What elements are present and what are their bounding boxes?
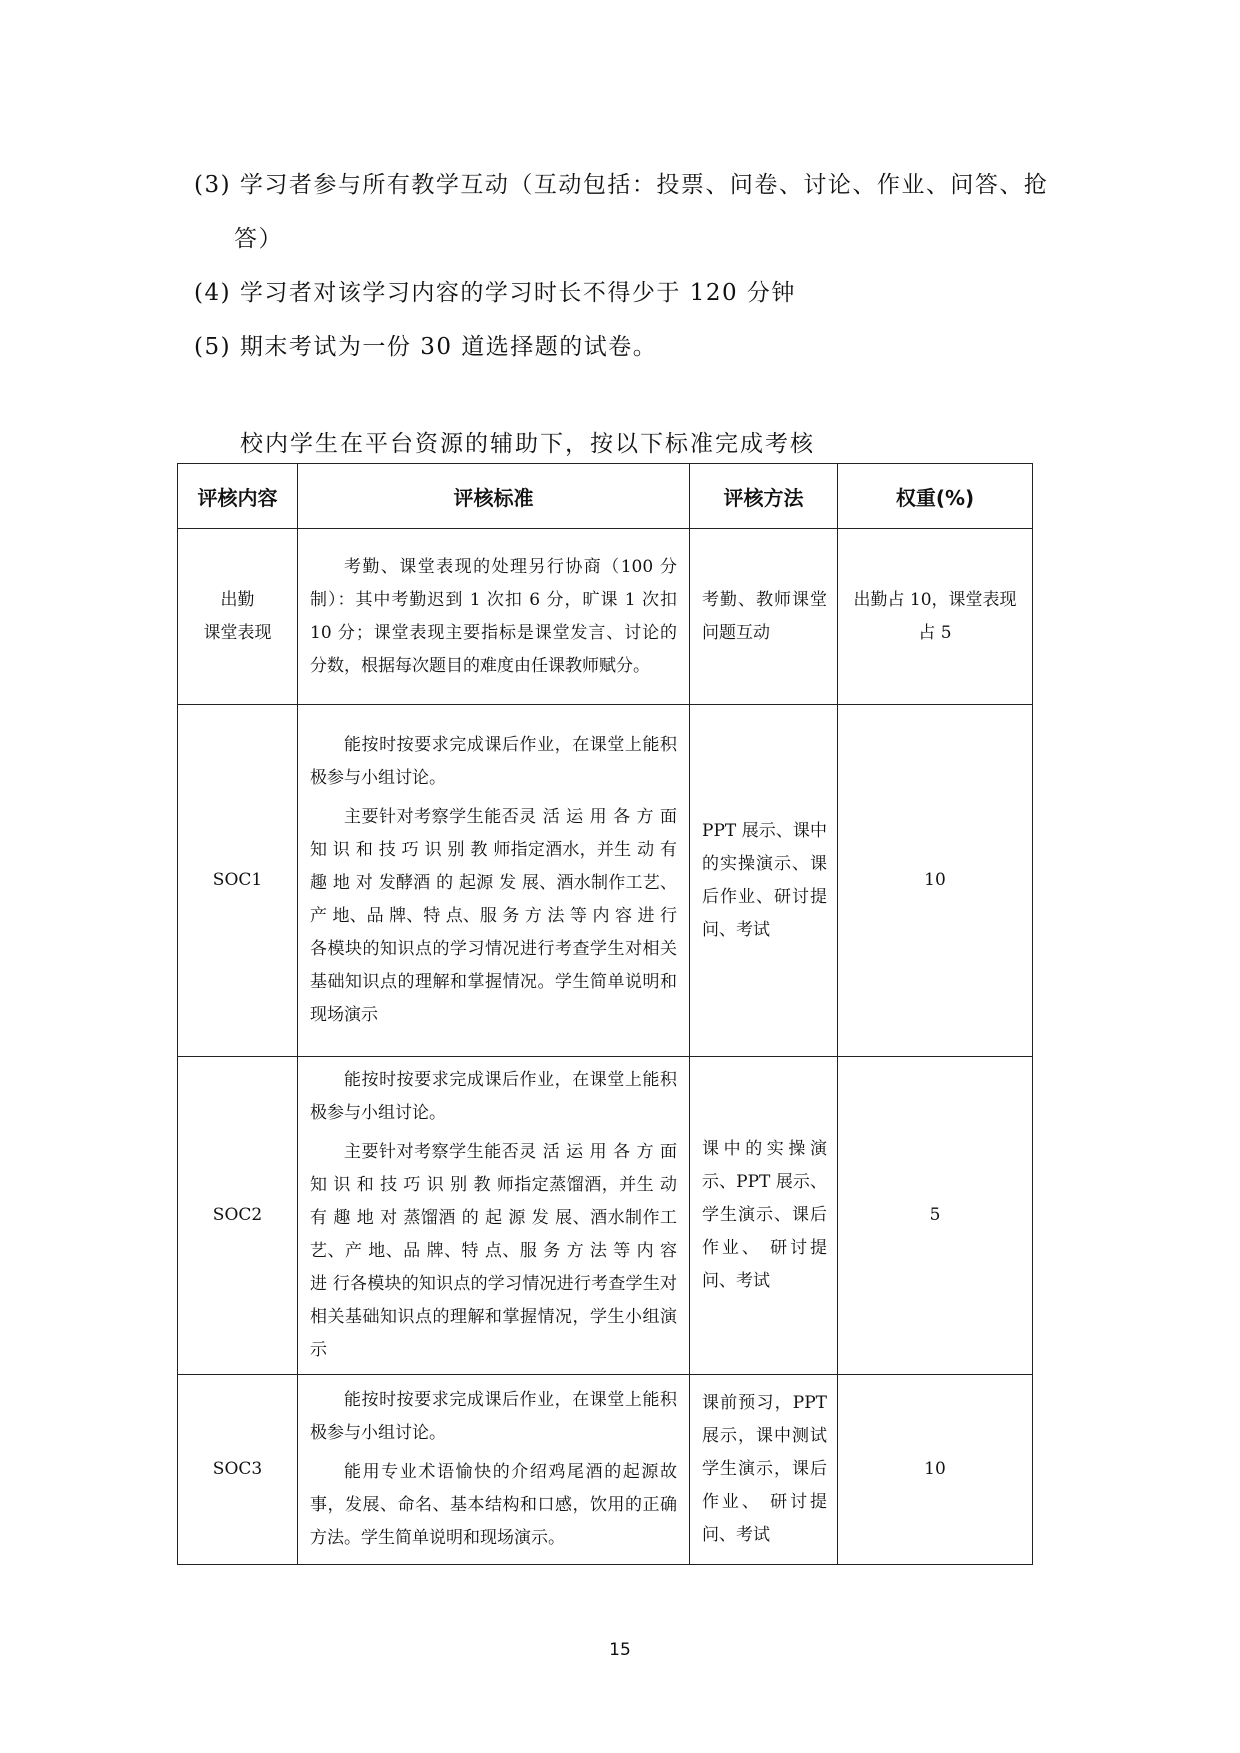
row-item bbox=[178, 529, 298, 705]
header-standard: 评核标准 bbox=[298, 464, 690, 529]
page-number: 15 bbox=[609, 1640, 631, 1660]
header-method: 评核方法 bbox=[690, 464, 838, 529]
table-caption: 校内学生在平台资源的辅助下，按以下标准完成考核 bbox=[240, 431, 815, 457]
standard-paragraph: 主要针对考察学生能否灵 活 运 用 各 方 面 知 识 和 技 巧 识 别 教 师指定蒸馏酒，并生 动 有 趣 地 对 蒸馏酒 的 起 源 发 展、酒水制作工艺、产 地、品 牌、特 点、服 务 方 法 等 内 容 进 行各模块的知识点的学习情况进行考查学生对相关基础知识点的理解和掌握情况，学生小组演示 bbox=[310, 1142, 677, 1360]
row-item: SOC3 bbox=[178, 1375, 298, 1565]
requirement-item bbox=[194, 320, 1074, 374]
requirement-item bbox=[194, 266, 1074, 320]
row-method: 课中的实操演示、PPT 展示、学生演示、课后作业、 研讨提问、考试 bbox=[690, 1057, 838, 1375]
row-item: SOC2 bbox=[178, 1057, 298, 1375]
row-method: PPT 展示、课中的实操演示、课后作业、研讨提问、考试 bbox=[690, 705, 838, 1057]
assessment-table bbox=[177, 463, 1033, 1565]
row-weight: 10 bbox=[838, 1375, 1033, 1565]
table-row bbox=[178, 1057, 1033, 1375]
row-standard bbox=[298, 705, 690, 1057]
standard-paragraph: 能用专业术语愉快的介绍鸡尾酒的起源故事，发展、命名、基本结构和口感，饮用的正确方法。学生简单说明和现场演示。 bbox=[310, 1462, 677, 1548]
row-item-line: 课堂表现 bbox=[203, 622, 272, 643]
row-standard bbox=[298, 1057, 690, 1375]
table-row bbox=[178, 705, 1033, 1057]
table-header-row bbox=[178, 464, 1033, 529]
standard-paragraph: 能按时按要求完成课后作业，在课堂上能积极参与小组讨论。 bbox=[310, 1390, 677, 1443]
row-weight: 出勤占 10，课堂表现占 5 bbox=[838, 529, 1033, 705]
header-weight: 权重(%) bbox=[838, 464, 1033, 529]
standard-paragraph: 能按时按要求完成课后作业，在课堂上能积极参与小组讨论。 bbox=[310, 735, 677, 788]
row-standard bbox=[298, 529, 690, 705]
row-method: 考勤、教师课堂问题互动 bbox=[690, 529, 838, 705]
requirement-text: (5) 期末考试为一份 30 道选择题的试卷。 bbox=[194, 334, 658, 360]
row-method: 课前预习，PPT 展示，课中测试学生演示，课后作业、 研讨提问、考试 bbox=[690, 1375, 838, 1565]
requirement-continuation: 答） bbox=[234, 226, 283, 252]
header-content: 评核内容 bbox=[178, 464, 298, 529]
requirement-text: (3) 学习者参与所有教学互动（互动包括：投票、问卷、讨论、作业、问答、抢 bbox=[194, 172, 1049, 198]
requirement-item bbox=[194, 158, 1074, 266]
table-row bbox=[178, 529, 1033, 705]
row-weight: 10 bbox=[838, 705, 1033, 1057]
row-weight: 5 bbox=[838, 1057, 1033, 1375]
table-row bbox=[178, 1375, 1033, 1565]
row-item: SOC1 bbox=[178, 705, 298, 1057]
row-item-line: 出勤 bbox=[220, 589, 255, 610]
requirements-list bbox=[194, 158, 1074, 374]
requirement-text: (4) 学习者对该学习内容的学习时长不得少于 120 分钟 bbox=[194, 280, 796, 306]
row-standard bbox=[298, 1375, 690, 1565]
standard-paragraph: 能按时按要求完成课后作业，在课堂上能积极参与小组讨论。 bbox=[310, 1070, 677, 1123]
standard-paragraph: 考勤、课堂表现的处理另行协商（100 分制）：其中考勤迟到 1 次扣 6 分，旷课 1 次扣 10 分；课堂表现主要指标是课堂发言、讨论的分数，根据每次题目的难度由任课教师赋分。 bbox=[310, 556, 677, 676]
standard-paragraph: 主要针对考察学生能否灵 活 运 用 各 方 面 知 识 和 技 巧 识 别 教 师指定酒水，并生 动 有 趣 地 对 发酵酒 的 起源 发 展、酒水制作工艺、产 地、品 牌、特 点、服 务 方 法 等 内 容 进 行各模块的知识点的学习情况进行考查学生对相关基础知识点的理解和掌握情况。学生简单说明和现场演示 bbox=[310, 807, 677, 1025]
